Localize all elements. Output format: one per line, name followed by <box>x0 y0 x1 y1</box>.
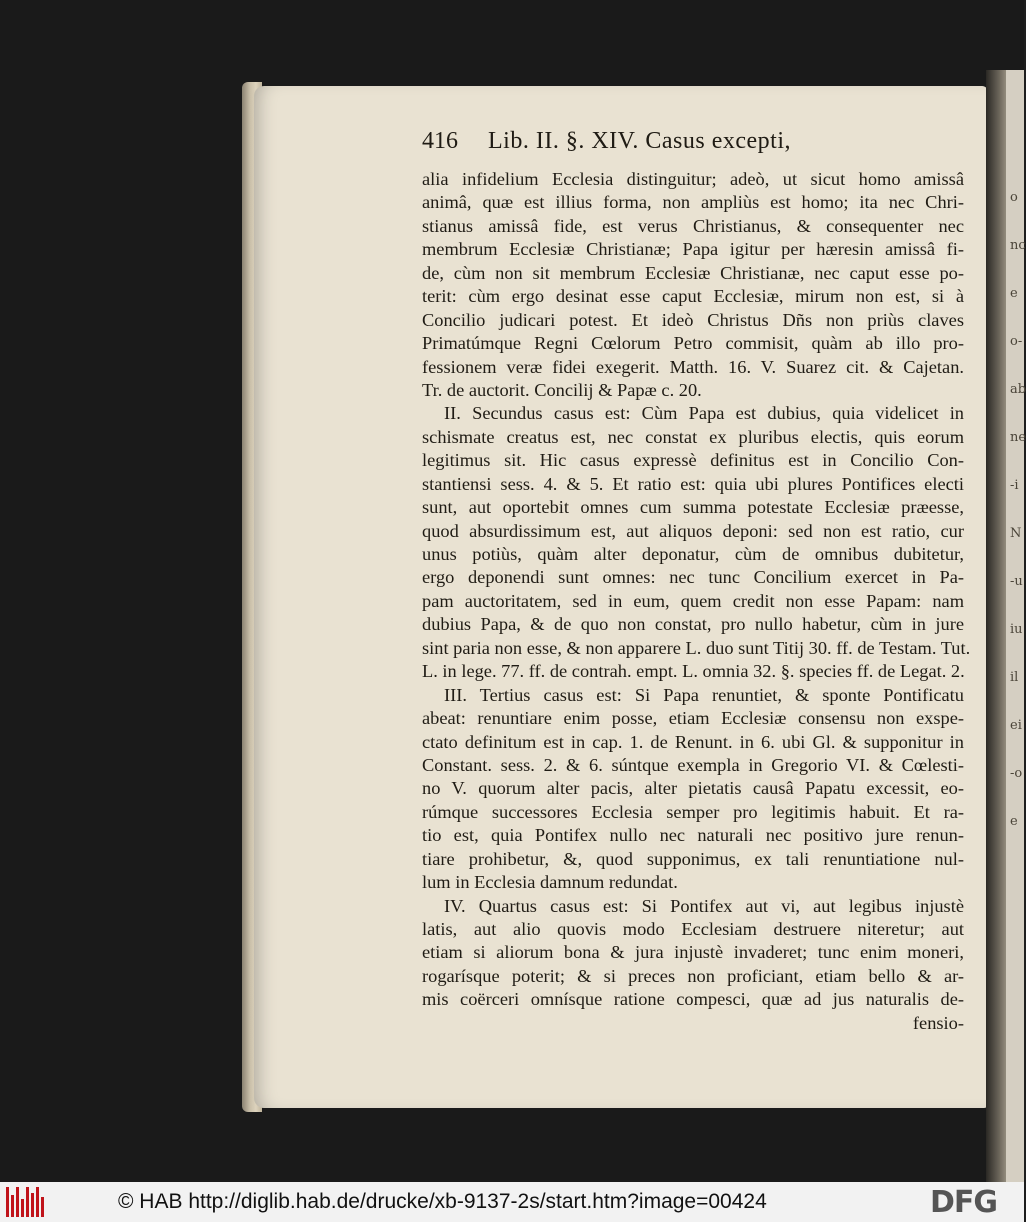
text-line: etiam si aliorum bona & jura injustè invaderet; tunc enim moneri, <box>422 942 964 963</box>
hab-barcode-logo <box>6 1187 46 1217</box>
text-line: ctato definitum est in cap. 1. de Renunt. in 6. ubi Gl. & supponitur in <box>422 731 964 752</box>
facing-page-glyph: ne <box>1010 430 1026 445</box>
text-line: Tr. de auctorit. Concilij & Papæ c. 20. <box>422 379 702 400</box>
footer-credit-link[interactable]: © HAB http://diglib.hab.de/drucke/xb-9137-2s/start.htm?image=00424 <box>118 1190 767 1213</box>
facing-page-glyph: o <box>1010 190 1018 205</box>
text-line: de, cùm non sit membrum Ecclesiæ Christianæ, nec caput esse po- <box>422 262 964 283</box>
running-head-title: Lib. II. §. XIV. Casus excepti, <box>488 128 792 154</box>
text-line: lum in Ecclesia damnum redundat. <box>422 872 678 893</box>
body-text <box>422 168 971 1035</box>
dfg-logo: DFG <box>930 1185 998 1220</box>
facing-page-glyph: iu <box>1010 622 1023 637</box>
book-gutter <box>986 70 1008 1182</box>
text-line: Constant. sess. 2. & 6. súntque exempla in Gregorio VI. & Cœlesti- <box>422 754 964 775</box>
text-line: II. Secundus casus est: Cùm Papa est dubius, quia videlicet in <box>444 403 964 424</box>
text-line: ergo deponendi sunt omnes: nec tunc Concilium exercet in Pa- <box>422 567 964 588</box>
page-number: 416 <box>422 128 458 154</box>
text-line: alia infidelium Ecclesia distinguitur; adeò, ut sicut homo amissâ <box>422 169 964 189</box>
text-line: legitimus sit. Hic casus expressè definitus est in Concilio Con- <box>422 450 964 471</box>
text-line: pam auctoritatem, sed in eum, quem credit non esse Papam: nam <box>422 590 964 611</box>
facing-page-glyph: e <box>1010 286 1018 301</box>
text-line: L. in lege. 77. ff. de contrah. empt. L. omnia 32. §. species ff. de Legat. 2. <box>422 661 965 682</box>
text-line: Primatúmque Regni Cœlorum Petro commisit, quàm ab illo pro- <box>422 333 964 354</box>
facing-page-glyph: -u <box>1010 574 1023 589</box>
text-line: quod absurdissimum est, aut aliquos deponi: sed non est ratio, cur <box>422 520 964 541</box>
text-line: sunt, aut oportebit omnes cum summa potestate Ecclesiæ præesse, <box>422 497 964 518</box>
text-line: rogarísque poterit; & si preces non proficiant, etiam bello & ar- <box>422 965 964 986</box>
footer-bar <box>0 1182 1024 1222</box>
facing-page-glyph: e <box>1010 814 1018 829</box>
text-line: animâ, quæ est illius forma, non ampliùs est homo; ita nec Chri- <box>422 192 964 213</box>
facing-page-glyph: nc <box>1010 238 1026 253</box>
facing-page-glyph: ab <box>1010 382 1026 397</box>
facing-page-glyph: N <box>1010 526 1022 541</box>
text-line: dubius Papa, & de quo non constat, pro nullo habetur, cùm in jure <box>422 614 964 635</box>
text-line: fessionem veræ fidei exegerit. Matth. 16. V. Suarez cit. & Cajetan. <box>422 356 964 377</box>
text-line: membrum Ecclesiæ Christianæ; Papa igitur per hæresin amissâ fi- <box>422 239 964 260</box>
text-line: terit: cùm ergo desinat esse caput Ecclesiæ, mirum non est, si à <box>422 286 964 307</box>
text-line: latis, aut alio quovis modo Ecclesiam destruere niteretur; aut <box>422 919 964 939</box>
text-line: III. Tertius casus est: Si Papa renuntiet, & sponte Pontificatu <box>444 684 964 705</box>
facing-page-glyph: ei <box>1010 718 1022 733</box>
facing-page-glyph: -i <box>1010 478 1019 493</box>
text-line: abeat: renuntiare enim posse, etiam Ecclesiæ consensu non exspe- <box>422 708 964 729</box>
text-line: IV. Quartus casus est: Si Pontifex aut vi, aut legibus injustè <box>444 895 964 916</box>
text-line: stianus amissâ fide, est verus Christianus, & consequenter nec <box>422 215 964 236</box>
text-line: tio est, quia Pontifex nullo nec naturali nec positivo jure renun- <box>422 825 964 846</box>
text-line: stantiensi sess. 4. & 5. Et ratio est: quia ubi plures Pontifices electi <box>422 473 964 494</box>
text-line: schismate creatus est, nec constat ex pluribus electis, quis eorum <box>422 426 964 447</box>
text-line: tiare prohibetur, &, quod supponimus, ex tali renuntiatione nul- <box>422 848 964 869</box>
running-head <box>422 128 822 168</box>
text-line: unus potiùs, quàm alter deponatur, cùm de omnibus dubitetur, <box>422 544 964 564</box>
facing-page-glyph: il <box>1010 670 1019 685</box>
text-line: no V. quorum alter pacis, alter pietatis causâ Papatu excessit, eo- <box>422 778 964 799</box>
text-line: Concilio judicari potest. Et ideò Christus Dñs non priùs claves <box>422 309 964 330</box>
text-line: rúmque successores Ecclesia semper pro legitimis habuit. Et ra- <box>422 801 964 822</box>
catchword: fensio- <box>912 1012 964 1033</box>
text-line: mis coërceri omnísque ratione compesci, quæ ad jus naturalis de- <box>422 989 964 1010</box>
text-line: sint paria non esse, & non apparere L. duo sunt Titij 30. ff. de Testam. Tut. <box>422 637 971 658</box>
facing-page-glyph: o- <box>1010 334 1023 349</box>
facing-page-glyph: -o <box>1010 766 1023 781</box>
